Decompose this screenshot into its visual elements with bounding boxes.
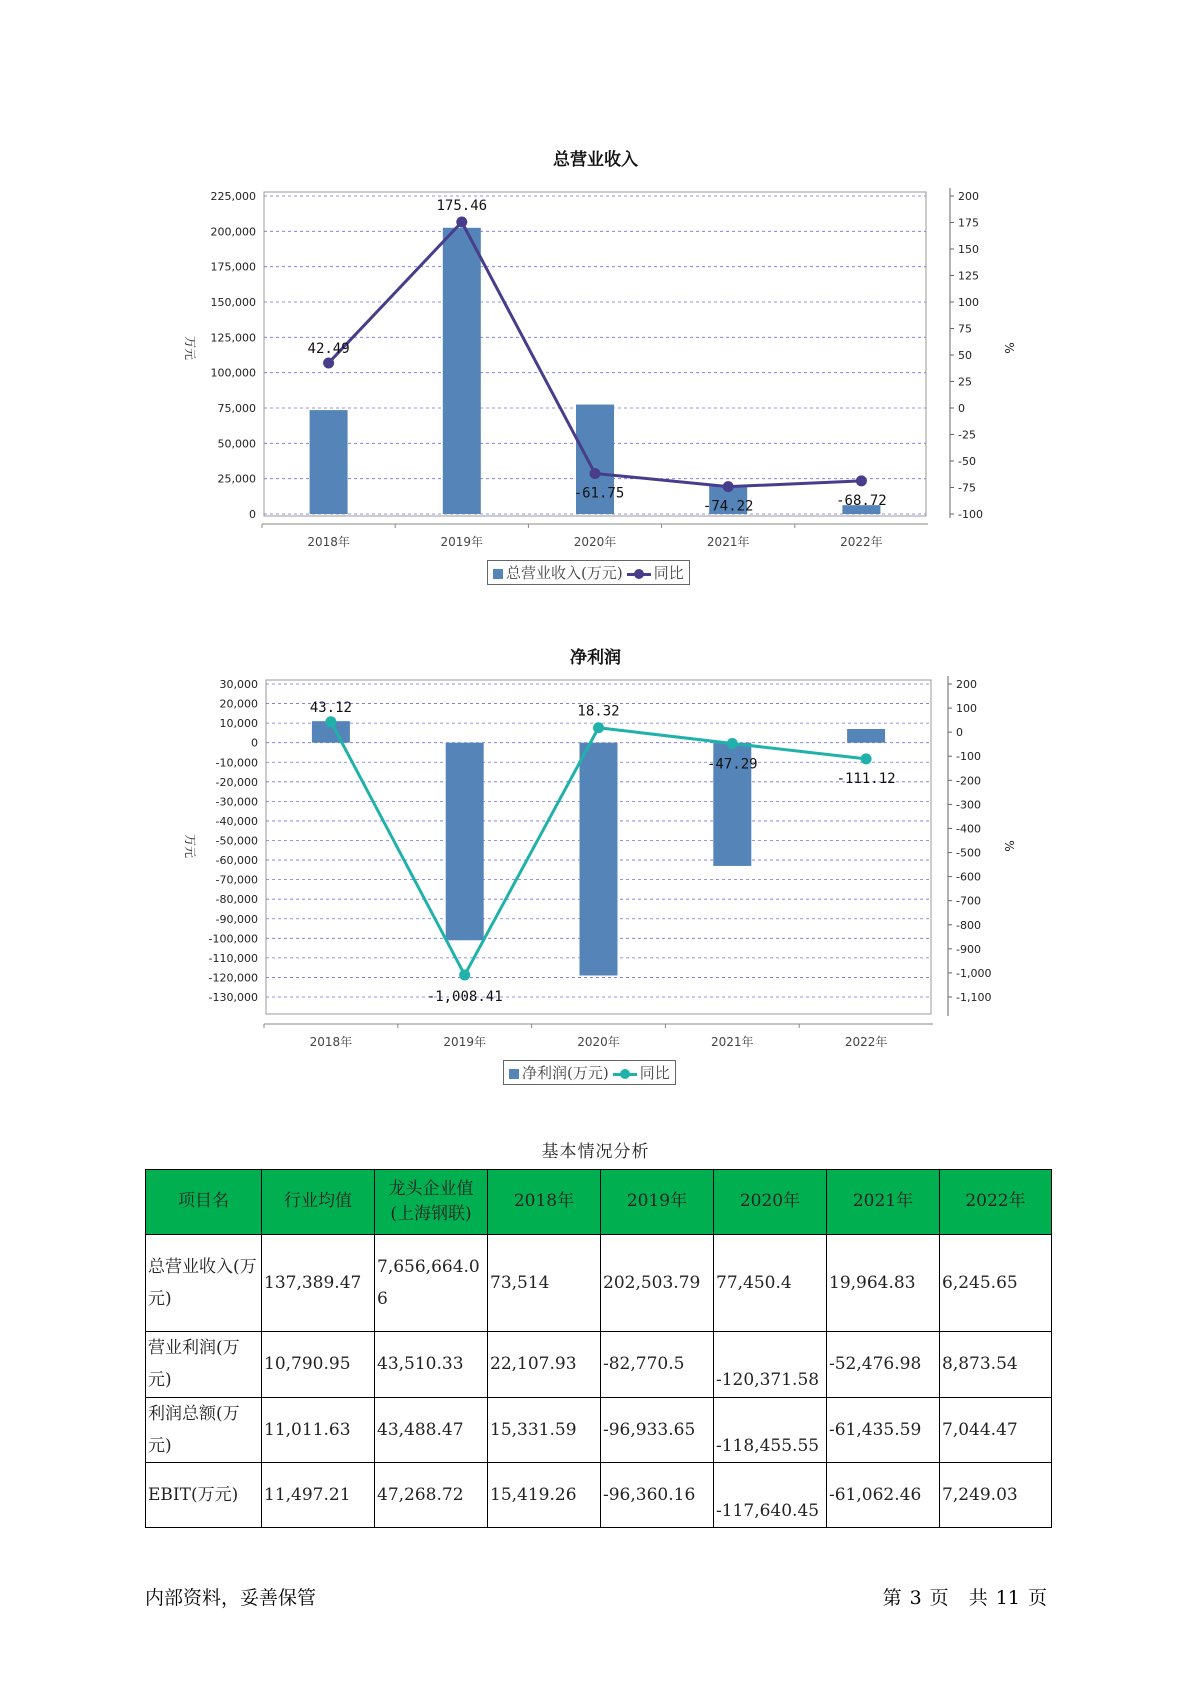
category-label: 2019年 [440,535,484,549]
data-label: -1,008.41 [426,988,503,1005]
chart2-title: 净利润 [570,648,621,668]
right-tick-label: 0 [956,726,963,740]
right-tick-label: -100 [956,750,981,764]
column-header: 2022年 [940,1170,1052,1235]
table-cell: 7,656,664.06 [375,1235,488,1332]
chart1-title: 总营业收入 [553,150,638,170]
chart1-legend-line-label: 同比 [653,564,684,582]
column-header: 2020年 [714,1170,827,1235]
right-tick-label: 100 [958,296,979,309]
table-cell: 10,790.95 [262,1332,375,1398]
table-cell: 8,873.54 [940,1332,1052,1398]
table-cell: 43,488.47 [375,1397,488,1463]
right-tick-label: -600 [956,870,981,884]
left-axis-title: 万元 [183,833,197,859]
table-cell: -118,455.55 [714,1397,827,1463]
left-tick-label: 20,000 [219,697,258,711]
right-tick-label: -700 [956,894,981,908]
right-tick-label: -1,100 [956,991,992,1004]
left-tick-label: 175,000 [210,260,256,274]
table-cell: 7,044.47 [940,1397,1052,1463]
line-point [856,475,867,486]
table-cell: 77,450.4 [714,1235,827,1332]
table-cell: 6,245.65 [940,1235,1052,1332]
category-label: 2019年 [443,1035,486,1049]
table-cell: 7,249.03 [940,1463,1052,1528]
left-tick-label: -90,000 [215,912,258,926]
line-point [456,217,467,228]
chart2-legend-line-label: 同比 [639,1064,670,1082]
net-profit-chart [0,670,1191,1050]
category-label: 2020年 [577,1035,620,1049]
revenue-chart [0,170,1191,550]
column-header: 2021年 [827,1170,940,1235]
legend-line-swatch [613,1069,637,1079]
table-cell: 43,510.33 [375,1332,488,1398]
bar [580,743,618,976]
table-cell: 47,268.72 [375,1463,488,1528]
table-row [146,1235,1052,1332]
column-header: 2018年 [488,1170,601,1235]
right-tick-label: 200 [958,190,979,203]
table-cell: -61,062.46 [827,1463,940,1528]
total-prefix: 共 [968,1587,988,1609]
left-tick-label: 50,000 [217,437,256,451]
right-tick-label: -75 [958,481,976,495]
table-cell: 11,497.21 [262,1463,375,1528]
data-label: -68.72 [836,492,887,509]
data-label: 175.46 [436,198,488,215]
table-cell: 15,419.26 [488,1463,601,1528]
data-label: -74.22 [702,498,754,515]
table-cell: 202,503.79 [601,1235,714,1332]
line-point [459,969,470,980]
table-cell: 11,011.63 [262,1397,375,1463]
left-tick-label: -10,000 [215,756,258,770]
left-tick-label: 225,000 [210,190,256,203]
left-tick-label: -110,000 [208,951,258,965]
left-tick-label: 25,000 [217,472,256,486]
right-tick-label: -1,000 [956,966,992,980]
table-cell: -52,476.98 [827,1332,940,1398]
left-tick-label: -40,000 [215,814,258,828]
left-tick-label: 0 [249,508,256,521]
left-tick-label: -50,000 [215,834,258,848]
category-label: 2022年 [840,535,883,549]
right-tick-label: -800 [956,918,981,932]
table-cell: 19,964.83 [827,1235,940,1332]
bar [847,729,885,743]
page-indicator [879,1583,1051,1610]
column-header: 项目名 [146,1170,262,1235]
data-label: -61.75 [573,485,625,502]
row-name: 营业利润(万元) [146,1332,262,1398]
row-name: EBIT(万元) [146,1463,262,1528]
legend-line-swatch [627,569,651,579]
page-prefix: 第 [882,1587,902,1609]
right-tick-label: 150 [958,243,979,256]
left-tick-label: 100,000 [210,366,256,380]
right-tick-label: -300 [956,798,981,812]
row-name: 总营业收入(万元) [146,1235,262,1332]
row-name: 利润总额(万元) [146,1397,262,1463]
chart2-legend [503,1060,676,1085]
right-axis-title: % [1002,342,1016,354]
category-label: 2020年 [573,535,617,549]
left-tick-label: -120,000 [208,971,258,985]
category-label: 2021年 [706,535,750,549]
right-tick-label: 100 [956,702,977,716]
bar [446,743,484,941]
data-label: 18.32 [577,703,620,720]
table-cell: -120,371.58 [714,1332,827,1398]
left-tick-label: -80,000 [215,893,258,907]
category-label: 2018年 [307,535,350,549]
basic-analysis-table [145,1169,1052,1528]
chart1-legend [487,560,690,585]
left-tick-label: -70,000 [215,873,258,887]
left-tick-label: -130,000 [208,991,258,1004]
category-label: 2021年 [711,1035,754,1049]
right-tick-label: -25 [958,428,976,442]
page-word: 页 [929,1587,949,1609]
right-tick-label: 50 [958,349,972,362]
legend-bar-swatch [493,569,503,579]
table-cell: -96,933.65 [601,1397,714,1463]
legend-bar-swatch [509,1069,519,1079]
data-label: 42.49 [307,340,350,357]
total-pages: 11 [995,1587,1020,1609]
left-tick-label: -100,000 [208,932,258,946]
left-tick-label: 125,000 [210,331,256,345]
bar [310,410,348,514]
right-tick-label: 75 [958,322,972,336]
line-point [723,481,734,492]
column-header: 龙头企业值(上海钢联) [375,1170,488,1235]
line-point [861,753,872,764]
left-tick-label: 0 [251,736,258,750]
right-tick-label: -200 [956,774,981,788]
table-cell: -117,640.45 [714,1463,827,1528]
table-header-row [146,1170,1052,1235]
right-tick-label: -900 [956,942,981,956]
line-point [727,738,738,749]
line-point [325,716,336,727]
bar [443,228,481,514]
right-tick-label: 0 [958,402,965,415]
right-tick-label: 200 [956,678,977,691]
right-tick-label: -100 [958,508,983,521]
table-row [146,1397,1052,1463]
data-label: 43.12 [309,699,352,716]
line-point [593,722,604,733]
chart1-legend-bar-label: 总营业收入(万元) [506,564,623,582]
data-label: -111.12 [836,770,896,787]
right-axis-title: % [1002,840,1016,852]
right-tick-label: -400 [956,822,981,836]
data-label: -47.29 [707,756,758,773]
table-cell: 73,514 [488,1235,601,1332]
table-cell: -61,435.59 [827,1397,940,1463]
total-word: 页 [1027,1587,1047,1609]
column-header: 2019年 [601,1170,714,1235]
left-tick-label: 150,000 [210,296,256,309]
left-tick-label: 30,000 [219,678,258,691]
chart2-legend-bar-label: 净利润(万元) [522,1064,609,1082]
right-tick-label: -50 [958,455,976,468]
left-axis-title: 万元 [183,335,197,361]
line-point [323,357,334,368]
table-cell: 137,389.47 [262,1235,375,1332]
table-cell: 22,107.93 [488,1332,601,1398]
page-number: 3 [909,1587,922,1609]
right-tick-label: -500 [956,846,981,860]
right-tick-label: 175 [958,216,979,230]
category-label: 2018年 [309,1035,353,1049]
category-label: 2022年 [844,1035,888,1049]
line-point [590,468,601,479]
left-tick-label: 10,000 [219,717,258,731]
left-tick-label: 75,000 [217,402,256,415]
left-tick-label: -60,000 [215,854,258,868]
left-tick-label: -20,000 [215,775,258,789]
left-tick-label: -30,000 [215,795,258,809]
column-header: 行业均值 [262,1170,375,1235]
left-tick-label: 200,000 [210,225,256,239]
right-tick-label: 125 [958,269,979,283]
table-cell: 15,331.59 [488,1397,601,1463]
table-row [146,1463,1052,1528]
table-cell: -96,360.16 [601,1463,714,1528]
table-cell: -82,770.5 [601,1332,714,1398]
right-tick-label: 25 [958,375,972,389]
table-row [146,1332,1052,1398]
confidential-note: 内部资料，妥善保管 [145,1587,317,1609]
table-caption: 基本情况分析 [541,1142,650,1162]
